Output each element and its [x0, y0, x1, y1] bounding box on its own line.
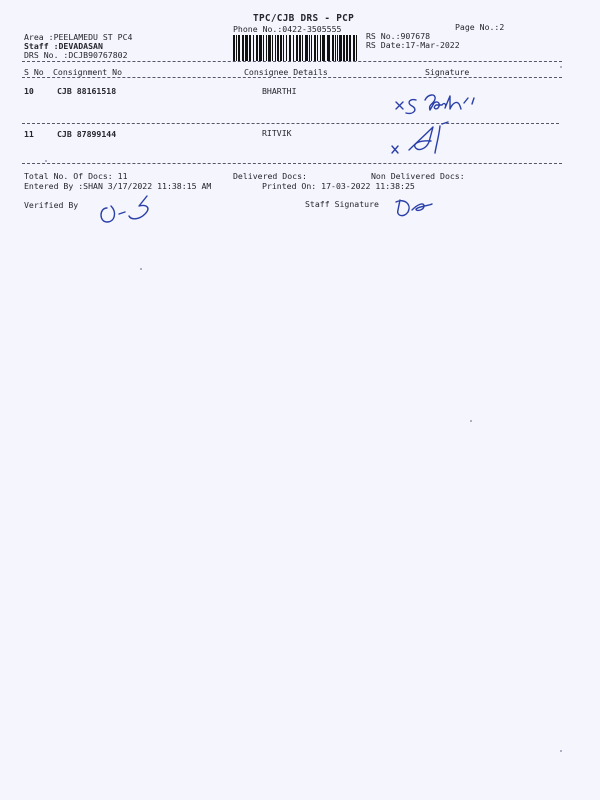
divider	[22, 77, 562, 78]
barcode-bar	[337, 35, 338, 61]
barcode-bar	[268, 35, 271, 61]
printed-on: Printed On: 17-03-2022 11:38:25	[262, 181, 415, 191]
barcode-bar	[289, 35, 291, 61]
barcode-bar	[266, 35, 267, 61]
entered-by: Entered By :SHAN 3/17/2022 11:38:15 AM	[24, 181, 212, 191]
barcode-bar	[305, 35, 308, 61]
scan-speck	[45, 160, 47, 162]
barcode-bar	[259, 35, 262, 61]
barcode-bar	[277, 35, 279, 61]
column-header-sno: S No	[24, 67, 44, 77]
delivered-docs: Delivered Docs:	[233, 171, 307, 181]
barcode-bar	[309, 35, 310, 61]
verifier-signature	[95, 192, 160, 226]
rs-date: RS Date:17-Mar-2022	[366, 40, 460, 50]
phone-number: Phone No.:0422-3505555	[233, 24, 342, 34]
area-label: Area :PEELAMEDU ST PC4	[24, 32, 133, 42]
barcode-bar	[263, 35, 264, 61]
document-title: TPC/CJB DRS - PCP	[253, 13, 355, 24]
barcode-bar	[346, 35, 348, 61]
staff-label: Staff :DEVADASAN	[24, 41, 103, 51]
barcode-bar	[335, 35, 336, 61]
column-header-consignee: Consignee Details	[244, 67, 328, 77]
barcode-bar	[233, 35, 235, 61]
barcode-bar	[299, 35, 301, 61]
barcode-bar	[249, 35, 251, 61]
row-consignee: BHARTHI	[262, 86, 297, 96]
barcode-bar	[272, 35, 273, 61]
barcode-bar	[283, 35, 284, 61]
barcode-bar	[256, 35, 258, 61]
column-header-consignment: Consignment No	[53, 67, 123, 77]
barcode-bar	[314, 35, 316, 61]
column-header-signature: Signature	[425, 67, 470, 77]
page-number: Page No.:2	[455, 22, 505, 32]
barcode-bar	[275, 35, 276, 61]
barcode-bar	[302, 35, 303, 61]
divider	[22, 163, 562, 164]
barcode-bar	[349, 35, 351, 61]
staff-signature-label: Staff Signature	[305, 199, 379, 209]
barcode-bar	[353, 35, 355, 61]
scan-speck	[140, 268, 142, 270]
recipient-signature	[385, 118, 470, 160]
barcode-bar	[280, 35, 282, 61]
non-delivered-docs: Non Delivered Docs:	[371, 171, 465, 181]
barcode-bar	[322, 35, 325, 61]
staff-signature	[390, 192, 438, 224]
row-consignment-no: CJB 88161518	[57, 86, 117, 96]
row-consignee: RITVIK	[262, 128, 292, 138]
scan-speck	[560, 66, 562, 68]
barcode-bar	[320, 35, 321, 61]
divider	[22, 123, 559, 124]
barcode-bar	[238, 35, 240, 61]
barcode-bar	[296, 35, 298, 61]
barcode-bar	[356, 35, 357, 61]
barcode-bar	[236, 35, 237, 61]
row-sno: 10	[24, 86, 34, 96]
scan-speck	[470, 420, 472, 422]
barcode-bar	[339, 35, 342, 61]
barcode-bar	[253, 35, 254, 61]
barcode	[233, 35, 357, 61]
barcode-bar	[343, 35, 345, 61]
barcode-bar	[245, 35, 248, 61]
barcode-bar	[242, 35, 244, 61]
scan-speck	[560, 750, 562, 752]
barcode-bar	[293, 35, 294, 61]
row-consignment-no: CJB 87899144	[57, 129, 117, 139]
recipient-signature	[392, 90, 507, 120]
rs-number: RS No.:907678	[366, 31, 431, 41]
total-docs: Total No. Of Docs: 11	[24, 171, 128, 181]
barcode-bar	[327, 35, 330, 61]
barcode-bar	[332, 35, 334, 61]
verified-by-label: Verified By	[24, 200, 79, 210]
barcode-bar	[317, 35, 318, 61]
drs-number: DRS No. :DCJB90767802	[24, 50, 128, 60]
divider	[22, 61, 562, 62]
barcode-bar	[311, 35, 312, 61]
row-sno: 11	[24, 129, 34, 139]
barcode-bar	[286, 35, 287, 61]
